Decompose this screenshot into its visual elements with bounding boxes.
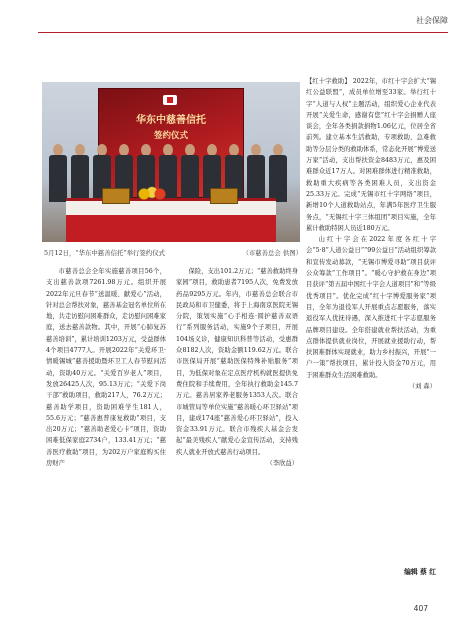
person-figure <box>268 144 288 202</box>
banner-line-1: 华东中慈善信托 <box>136 115 206 126</box>
person-figure <box>246 144 266 202</box>
caption-text: 5月12日，“华东中慈善信托”举行签约仪式 <box>44 249 165 257</box>
article-column-2 <box>176 266 298 469</box>
plaque-left <box>102 188 130 204</box>
plaque-right <box>210 188 238 204</box>
signing-table <box>66 198 276 242</box>
section-title: 社会保障 <box>416 16 448 25</box>
article-paragraph: 保险，支出101.2万元；“慈善救助终身家园”项目，救助患者7195人次，免费发放药品9295万元。年内，市慈善总会联合市民政局和市卫健委，将于上海南京医院无锡分院，策划实施“心手相连·圆护慈善双语行”系列服务活动，实施9个子项目，开展104场义诊，健康知识科普等活动，受惠群众8182人次，资助金额119.62万元。联合市医保局开展“慈助医保特殊补贴服务”项目，为低保对象在定点医疗机构就医提供免费住院和手续费用，全年执行救助金145.7万元。慈善居家养老服务1353人次。联合市城管局等单位实施“慈善暖心环卫驿站”项目，建成174座“慈善爱心环卫驿站”，投入资金33.91万元。联合市残疾人基金会发起“最美残疾人”献爱心金宣传活动，支持残疾人就业开放式慈善行动项目。 <box>176 268 298 456</box>
header-rule <box>38 32 448 33</box>
person-figure <box>48 144 68 202</box>
photo-caption <box>44 248 302 257</box>
article-paragraph: 市慈善总会全年实施慈善项目56个，支出慈善款项7261.98万元。组织开展2022年元旦春节“送温暖、献爱心”活动，针对总会帮扶对象，慈善基金冠名单位所在地，共走访慰问困难群众，走访慰问困难家庭，送去慈善款物。其中，开展“心肺复苏慈善培训”，累计培训1203万元，受益群体4个项目4777人。开展2022年“关爱环卫·情暖锡城”慈善援助暨环卫工人春节慰问活动，资助40万元。“关爱百岁老人”项目，发放26425人次，95.13万元；“关爱下岗干部”救助项目，救助217人，76.2万元；慈善助学项目，资助困难学生181人，55.6万元；“慈善惠普康复救助”项目，支出20万元；“慈善助老爱心卡”项目，资助困难低保家庭2734户，133.41万元；“慈善医疗救助”项目，为202万户家庭购买住房财产 <box>46 268 166 468</box>
person-figure <box>180 144 200 202</box>
author-signature: （李欣益） <box>266 460 298 468</box>
page-number: 407 <box>413 604 428 613</box>
flower-arrangement <box>132 186 172 202</box>
article-paragraph: 山红十字会在2022年度各红十字会“5·8”人道公益日”“99公益日”活动组织筹款和宣传发动募款，“无锡市博爱寻助”项目获评公众筹款“工作项目”。“暖心守护救在身边”项目获评“第五届中国红十字会人道项目”和“等级优秀项目”。优化完成“红十字博爱服务家”项目，全年为退役军人开展重点志愿服务，落实退役军人优抚待遇，深入推进红十字志愿服务品牌项目建设。全年搭建就业帮扶活动，为重点群体提供就业岗位，开展就业援助行动，帮扶困难群体实现就业，助力乡村振兴，开展“一户一策”帮扶项目，累计投入资金70万元，用于困难群众生活困难救助。 <box>306 236 436 379</box>
article-column-1 <box>46 266 166 469</box>
editor-credit: 编辑 蔡 红 <box>404 568 436 576</box>
logo-mark-icon <box>163 95 177 105</box>
event-photo <box>42 82 300 242</box>
banner-line-2: 签约仪式 <box>153 131 188 141</box>
person-figure <box>70 144 90 202</box>
author-signature: （刘 森） <box>408 383 436 391</box>
article-lead-paragraph: 【红十字救助】 2022年，市红十字会扩大“锡红公益联盟”，成员单位增至33家。举行红十字“人道与人权”主题活动，组织爱心企业代表开展“关爱生命，感谢有您”红十字会捐赠人座谈会，全年各类捐款捐物1.06亿元，位居全省前列。建立基本生活救助，专项救助，急难救助等分层分类的救助体系，常态化开展“博爱送万家”活动，支出帮扶资金8483万元，惠及困难群众近17万人。对困难群体进行精准救助，救助重大疾病等各类困难人员，支出资金25.33万元。完成“无锡市红十字网络”项目，新增10个人道救助站点，年满5年医疗卫生服务点，“无锡红十字三体组团”项目实施，全年累计救助特困人员近180万元。 <box>306 78 436 232</box>
article-column-3 <box>306 76 436 392</box>
caption-credit: （市慈善总会 供图） <box>242 249 302 257</box>
